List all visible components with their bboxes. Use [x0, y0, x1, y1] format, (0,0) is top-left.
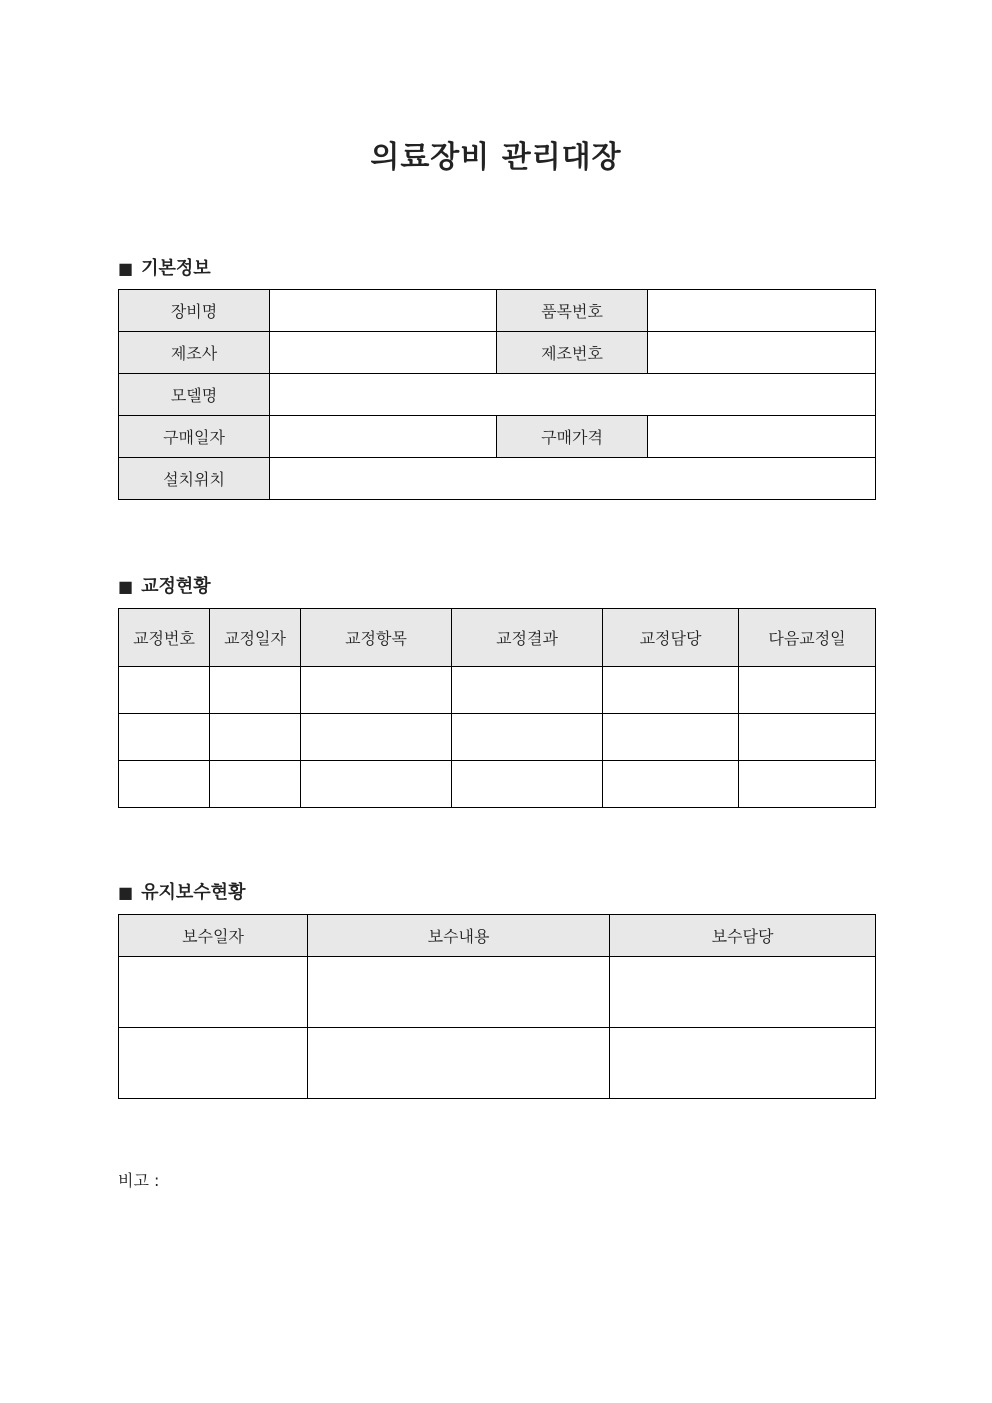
table-header-row — [119, 609, 876, 667]
table-cell[interactable] — [739, 761, 876, 808]
manufacturer-label: 제조사 — [119, 332, 270, 374]
table-cell[interactable] — [610, 1028, 876, 1099]
table-cell[interactable] — [210, 667, 301, 714]
table-row — [119, 957, 876, 1028]
table-cell[interactable] — [210, 714, 301, 761]
section-maintenance-label: 유지보수현황 — [141, 882, 246, 903]
install-location-label: 설치위치 — [119, 458, 270, 500]
table-cell[interactable] — [119, 667, 210, 714]
maintenance-date-header: 보수일자 — [119, 915, 308, 957]
manufacture-number-label: 제조번호 — [497, 332, 648, 374]
purchase-date-field[interactable] — [270, 416, 497, 458]
table-cell[interactable] — [452, 714, 603, 761]
table-cell[interactable] — [119, 714, 210, 761]
table-row — [119, 374, 876, 416]
purchase-price-field[interactable] — [648, 416, 876, 458]
table-cell[interactable] — [301, 667, 452, 714]
item-number-label: 품목번호 — [497, 290, 648, 332]
model-name-field[interactable] — [270, 374, 876, 416]
item-number-field[interactable] — [648, 290, 876, 332]
install-location-field[interactable] — [270, 458, 876, 500]
page-title: 의료장비 관리대장 — [370, 140, 622, 175]
equipment-name-field[interactable] — [270, 290, 497, 332]
model-name-label: 모델명 — [119, 374, 270, 416]
maintenance-table — [118, 914, 876, 1099]
square-bullet-icon: ■ — [118, 259, 134, 278]
table-row — [119, 714, 876, 761]
table-cell[interactable] — [301, 714, 452, 761]
manufacture-number-field[interactable] — [648, 332, 876, 374]
table-cell[interactable] — [119, 761, 210, 808]
calibration-item-header: 교정항목 — [301, 609, 452, 667]
purchase-price-label: 구매가격 — [497, 416, 648, 458]
calibration-result-header: 교정결과 — [452, 609, 603, 667]
table-row — [119, 667, 876, 714]
table-cell[interactable] — [308, 957, 610, 1028]
table-row — [119, 1028, 876, 1099]
table-cell[interactable] — [119, 957, 308, 1028]
table-row — [119, 416, 876, 458]
table-cell[interactable] — [452, 761, 603, 808]
square-bullet-icon: ■ — [118, 577, 134, 596]
manufacturer-field[interactable] — [270, 332, 497, 374]
table-cell[interactable] — [603, 667, 739, 714]
maintenance-content-header: 보수내용 — [308, 915, 610, 957]
section-calibration-label: 교정현황 — [141, 576, 211, 597]
table-cell[interactable] — [739, 667, 876, 714]
table-cell[interactable] — [301, 761, 452, 808]
table-row — [119, 332, 876, 374]
table-row — [119, 761, 876, 808]
table-cell[interactable] — [739, 714, 876, 761]
section-title-maintenance — [118, 878, 245, 904]
table-cell[interactable] — [308, 1028, 610, 1099]
note-label: 비고 : — [118, 1171, 160, 1190]
next-calibration-date-header: 다음교정일 — [739, 609, 876, 667]
calibration-date-header: 교정일자 — [210, 609, 301, 667]
table-cell[interactable] — [119, 1028, 308, 1099]
calibration-table — [118, 608, 876, 808]
table-row — [119, 290, 876, 332]
section-title-calibration — [118, 572, 211, 598]
table-header-row — [119, 915, 876, 957]
purchase-date-label: 구매일자 — [119, 416, 270, 458]
section-basic-label: 기본정보 — [141, 258, 211, 279]
calibration-number-header: 교정번호 — [119, 609, 210, 667]
square-bullet-icon: ■ — [118, 883, 134, 902]
table-cell[interactable] — [610, 957, 876, 1028]
table-row — [119, 458, 876, 500]
calibration-manager-header: 교정담당 — [603, 609, 739, 667]
table-cell[interactable] — [452, 667, 603, 714]
basic-info-table — [118, 289, 876, 500]
equipment-name-label: 장비명 — [119, 290, 270, 332]
table-cell[interactable] — [210, 761, 301, 808]
table-cell[interactable] — [603, 714, 739, 761]
maintenance-manager-header: 보수담당 — [610, 915, 876, 957]
table-cell[interactable] — [603, 761, 739, 808]
section-title-basic — [118, 254, 211, 280]
